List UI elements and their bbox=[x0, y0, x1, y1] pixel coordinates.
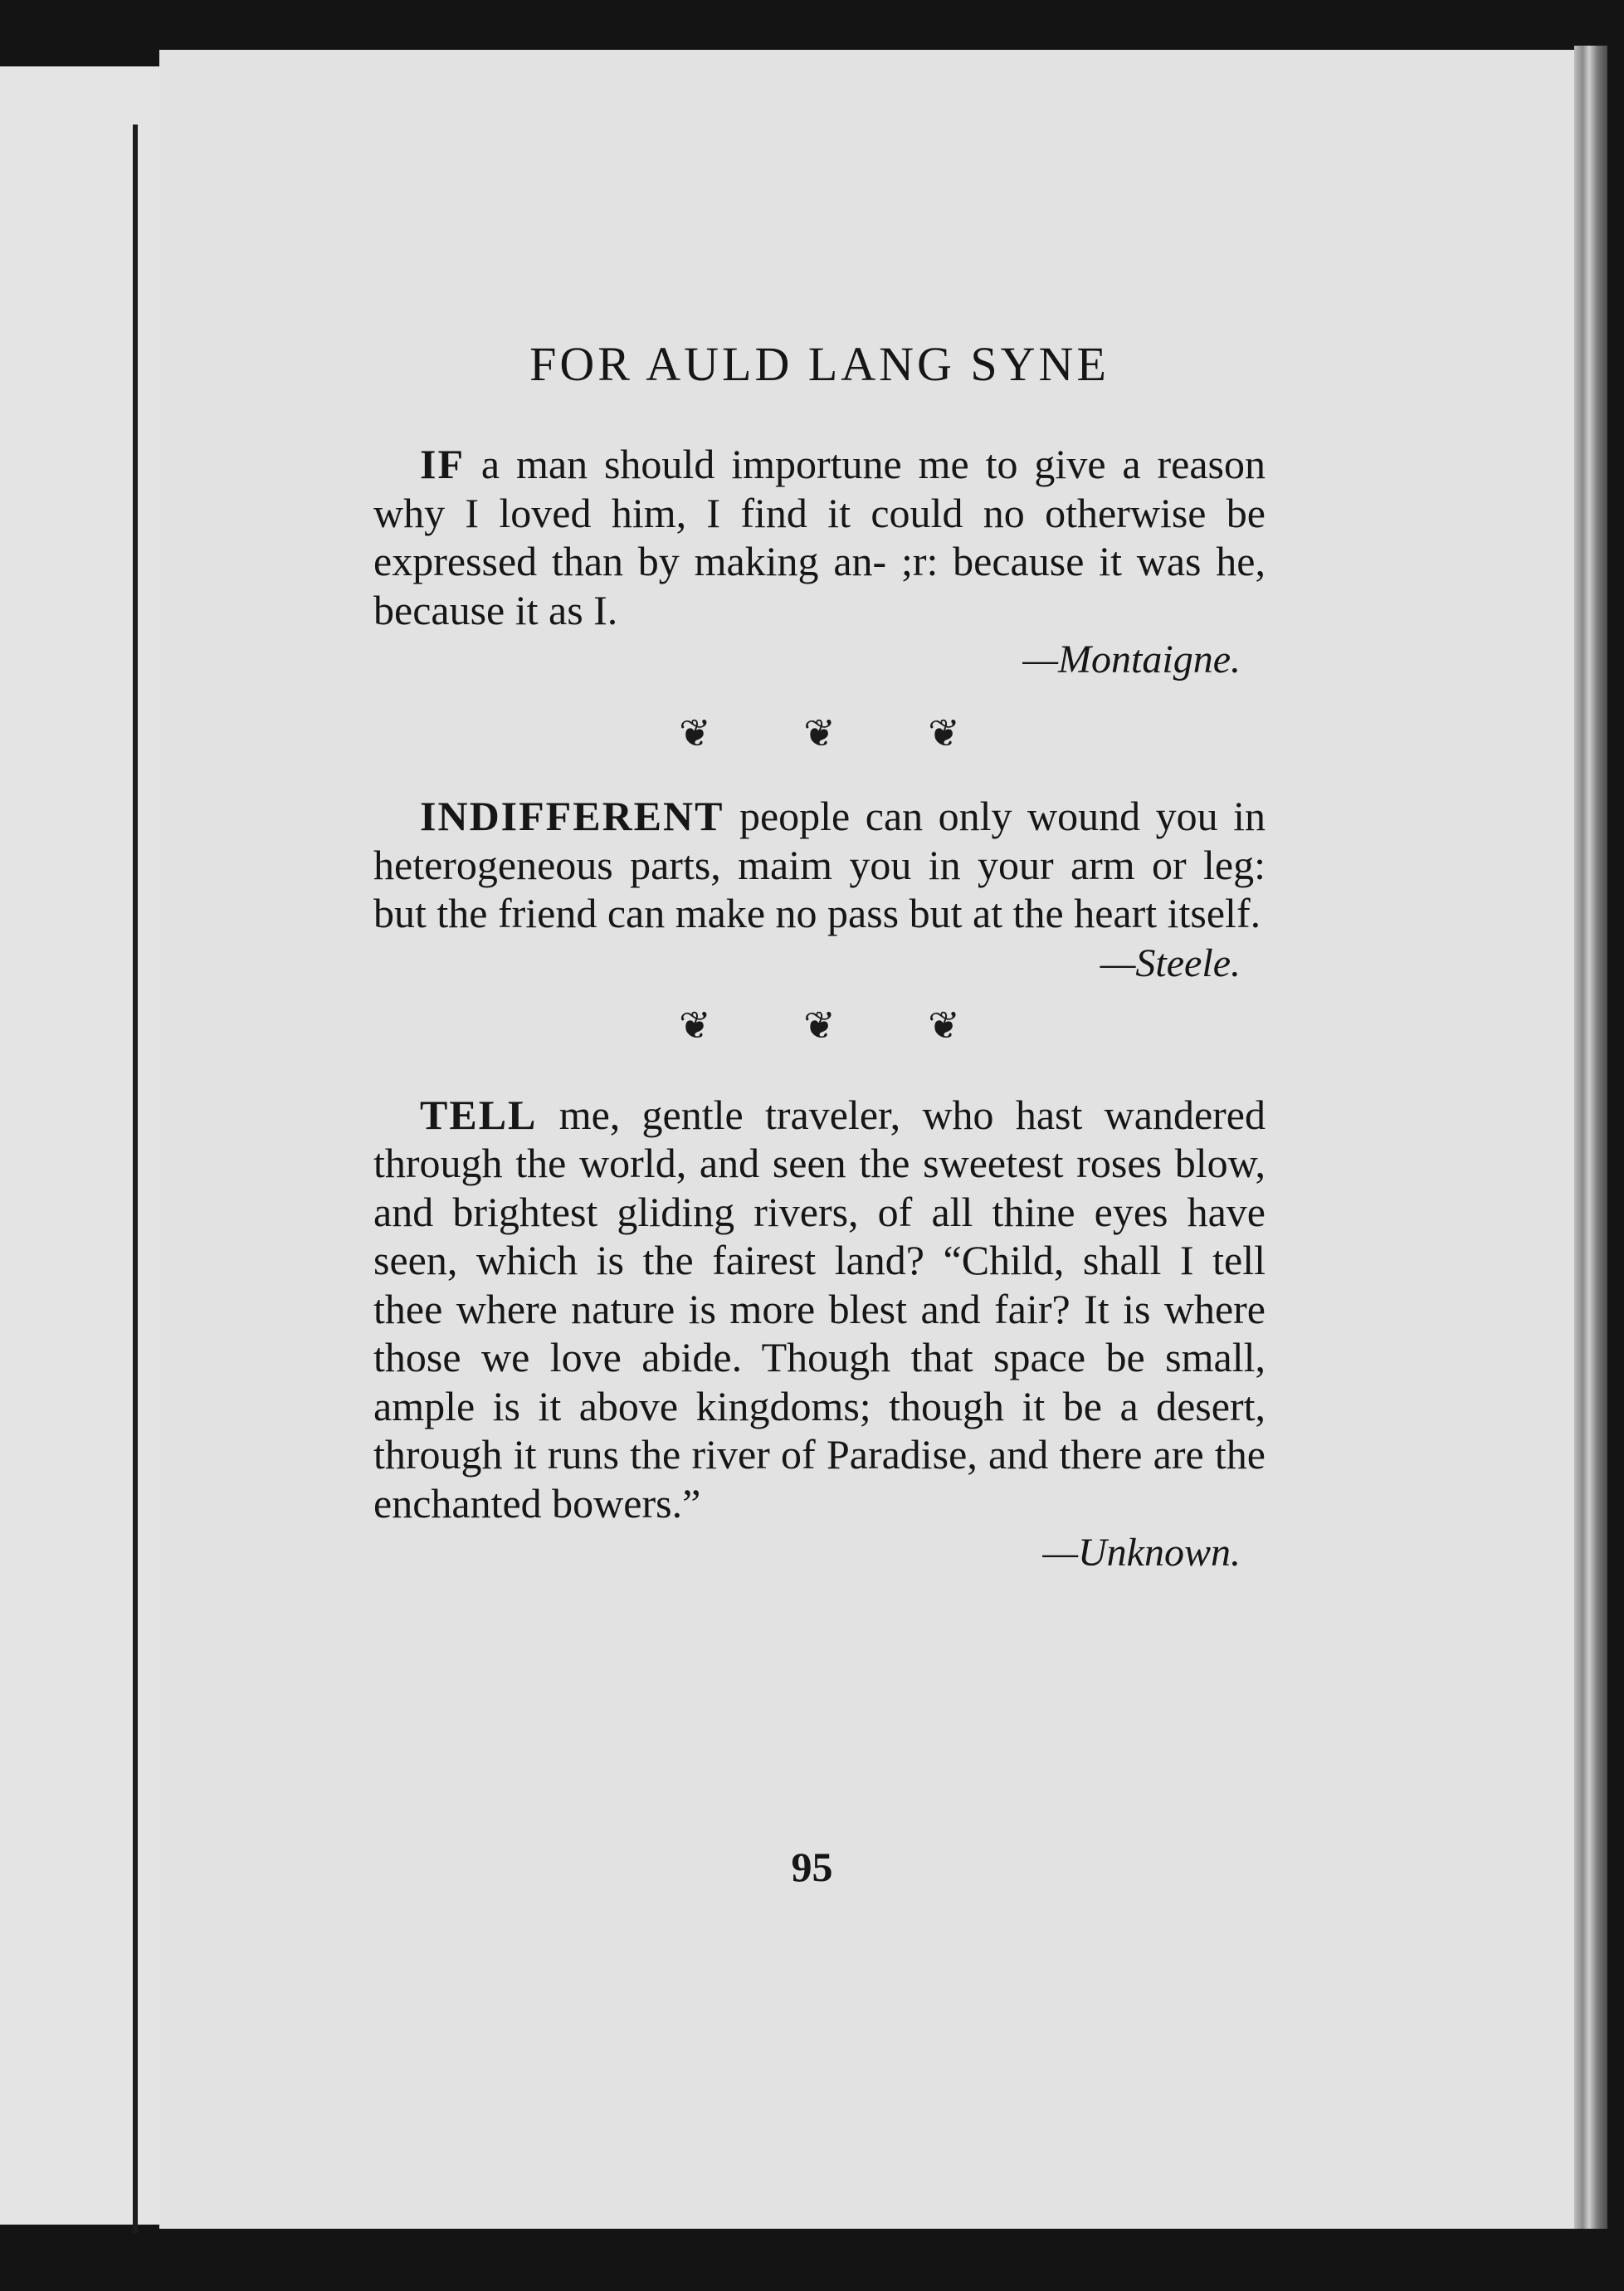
page-title: FOR AULD LANG SYNE bbox=[529, 337, 1109, 391]
quote-attribution: —Unknown. bbox=[1042, 1531, 1241, 1575]
quote-body: me, gentle traveler, who hast wandered through the world, and seen the sweetest roses blow, and brightest gliding rivers, of all thine eyes have seen, which is the fairest land? “Child, shall I tell thee where nature is more blest and fair? It is where those we love abide. Though that space be small, ample is it above kingdoms; though it be a desert, through it runs the river of Paradise, and there are the enchanted bowers.” bbox=[373, 1091, 1266, 1527]
page-text bbox=[373, 336, 1266, 1577]
quote-text bbox=[373, 1091, 1266, 1528]
quote-lead-word: IF bbox=[420, 441, 465, 487]
quote-lead-word: INDIFFERENT bbox=[420, 793, 724, 839]
quote-attribution: —Steele. bbox=[1100, 940, 1241, 985]
ornament-divider: ❦ ❦ ❦ bbox=[679, 1004, 1002, 1047]
quote-body: a man should importune me to give a reason why I loved him, I find it could no otherwise be expressed than by making an- ;r: because it was he, because it as I. bbox=[373, 441, 1266, 633]
quote-text bbox=[373, 440, 1266, 634]
page-stack-edge bbox=[1574, 46, 1607, 2229]
gutter-shadow bbox=[133, 125, 138, 2233]
quote-body: people can only wound you in heterogeneous parts, maim you in your arm or leg: but the friend can make no pass but at the heart itself. bbox=[373, 793, 1266, 936]
ornament-divider: ❦ ❦ ❦ bbox=[679, 712, 1002, 755]
quote-attribution: —Montaigne. bbox=[1022, 637, 1241, 681]
quote-lead-word: TELL bbox=[420, 1091, 538, 1138]
page-number: 95 bbox=[791, 1844, 833, 1890]
quote-text bbox=[373, 792, 1266, 938]
